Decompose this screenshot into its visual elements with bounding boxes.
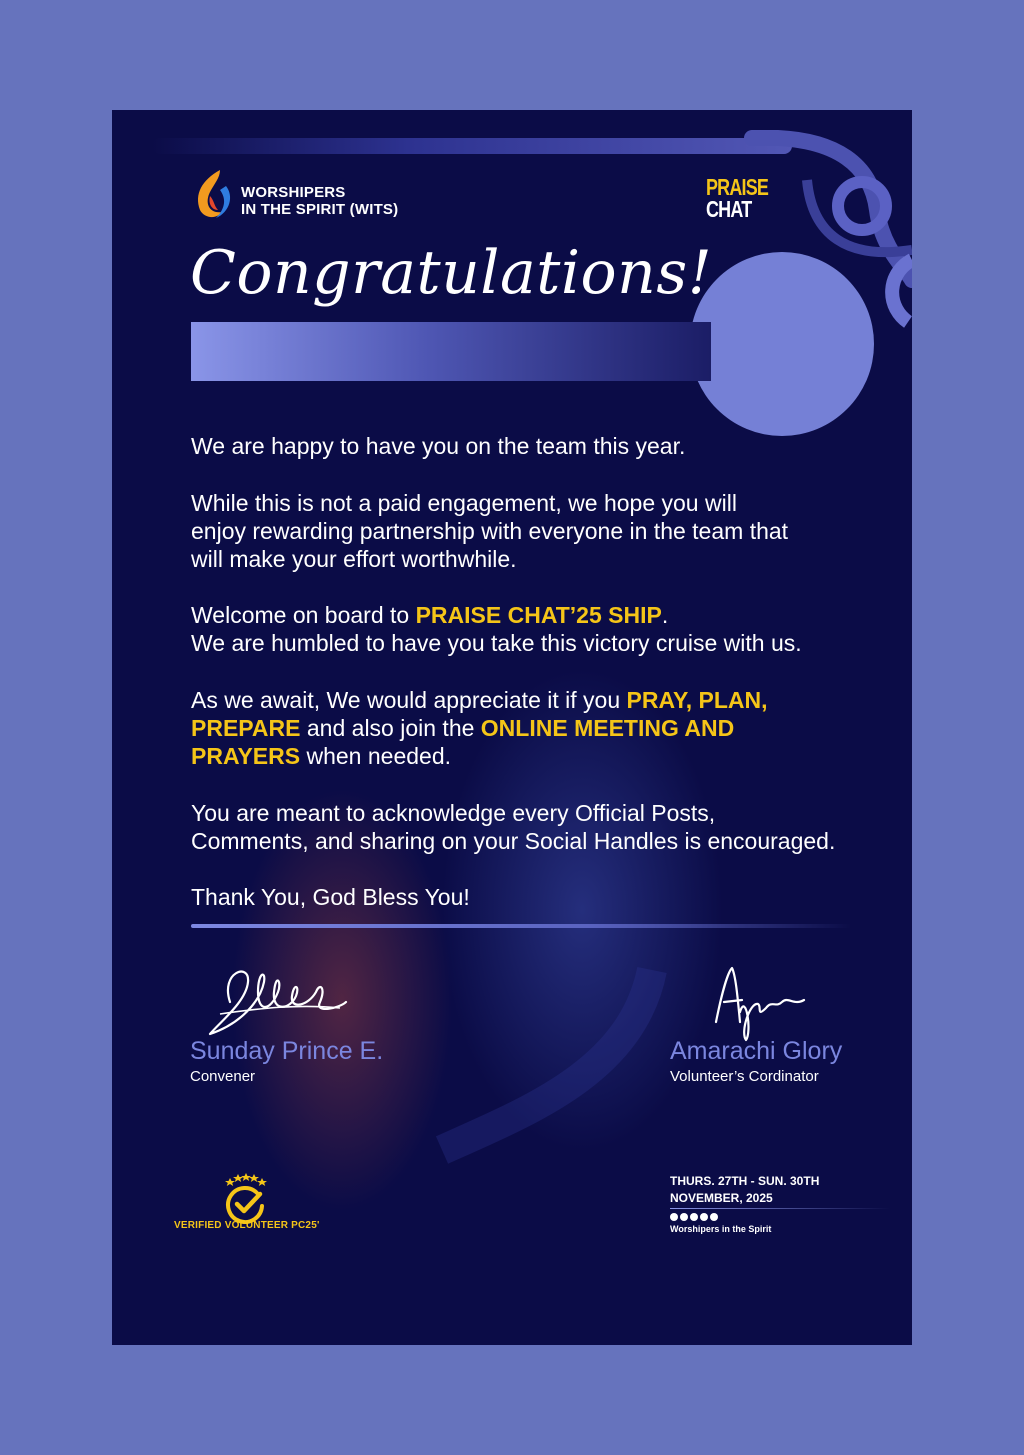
paragraph-line: will make your effort worthwhile. xyxy=(191,546,517,572)
coordinator-role: Volunteer’s Cordinator xyxy=(670,1068,819,1085)
tiktok-icon xyxy=(710,1213,718,1221)
paragraph-request xyxy=(191,686,906,770)
facebook-icon xyxy=(670,1213,678,1221)
paragraph-social xyxy=(191,799,906,855)
org-logo-text xyxy=(241,184,398,218)
social-icons xyxy=(670,1213,718,1223)
paragraph-line: We are humbled to have you take this victory cruise with us. xyxy=(191,630,802,656)
paragraph-line xyxy=(191,714,906,742)
paragraph-engagement xyxy=(191,489,906,573)
footer-rule xyxy=(670,1208,890,1209)
event-date-line2: NOVEMBER, 2025 xyxy=(670,1191,773,1205)
paragraph-onboard xyxy=(191,601,906,657)
paragraph-welcome: We are happy to have you on the team this year. xyxy=(191,433,686,459)
paragraph-line xyxy=(191,742,906,770)
praise-chat-logo-line2: CHAT xyxy=(706,196,752,222)
highlight-text: PRAISE CHAT’25 SHIP xyxy=(415,602,662,628)
paragraph-line: enjoy rewarding partnership with everyone in the team that xyxy=(191,518,789,544)
text-segment: As we await, We would appreciate it if you xyxy=(191,687,627,713)
title-underline-bar xyxy=(191,322,711,381)
instagram-icon xyxy=(680,1213,688,1221)
badge-label: VERIFIED VOLUNTEER PC25' xyxy=(174,1220,320,1231)
convener-name: Sunday Prince E. xyxy=(190,1037,384,1065)
text-segment: . xyxy=(661,602,669,628)
paragraph-line: You are meant to acknowledge every Official Posts, xyxy=(191,800,716,826)
event-date xyxy=(670,1173,819,1207)
paragraph-line: Comments, and sharing on your Social Handles is encouraged. xyxy=(191,828,836,854)
wits-logo-icon xyxy=(190,166,236,222)
highlight-text: PRAYERS xyxy=(191,743,301,769)
praise-chat-logo-line1: PRAISE xyxy=(706,174,769,200)
verified-badge-icon xyxy=(220,1172,270,1224)
convener-role: Convener xyxy=(190,1068,256,1085)
paragraph-line xyxy=(191,601,906,629)
paragraph-thanks: Thank You, God Bless You! xyxy=(191,884,470,910)
youtube-icon xyxy=(700,1213,708,1221)
text-segment: when needed. xyxy=(300,743,451,769)
coordinator-name: Amarachi Glory xyxy=(670,1037,843,1065)
certificate-card xyxy=(112,110,912,1345)
highlight-text: PREPARE xyxy=(191,715,301,741)
text-segment: Welcome on board to xyxy=(191,602,416,628)
event-date-line1: THURS. 27TH - SUN. 30TH xyxy=(670,1174,820,1188)
twitter-icon xyxy=(690,1213,698,1221)
footer-org-name: Worshipers in the Spirit xyxy=(670,1224,772,1234)
org-name-line1: WORSHIPERS xyxy=(241,184,346,201)
coordinator-signature xyxy=(696,962,816,1042)
text-segment: and also join the xyxy=(300,715,481,741)
highlight-text: PRAY, PLAN, xyxy=(626,687,768,713)
page-title: Congratulations! xyxy=(190,238,713,308)
paragraph-line: While this is not a paid engagement, we hope you will xyxy=(191,490,737,516)
org-name-line2: IN THE SPIRIT (WITS) xyxy=(241,201,399,218)
praise-chat-logo xyxy=(706,174,769,226)
highlight-text: ONLINE MEETING AND xyxy=(480,715,735,741)
section-divider xyxy=(191,924,851,928)
convener-signature xyxy=(200,962,350,1042)
paragraph-line xyxy=(191,686,906,714)
